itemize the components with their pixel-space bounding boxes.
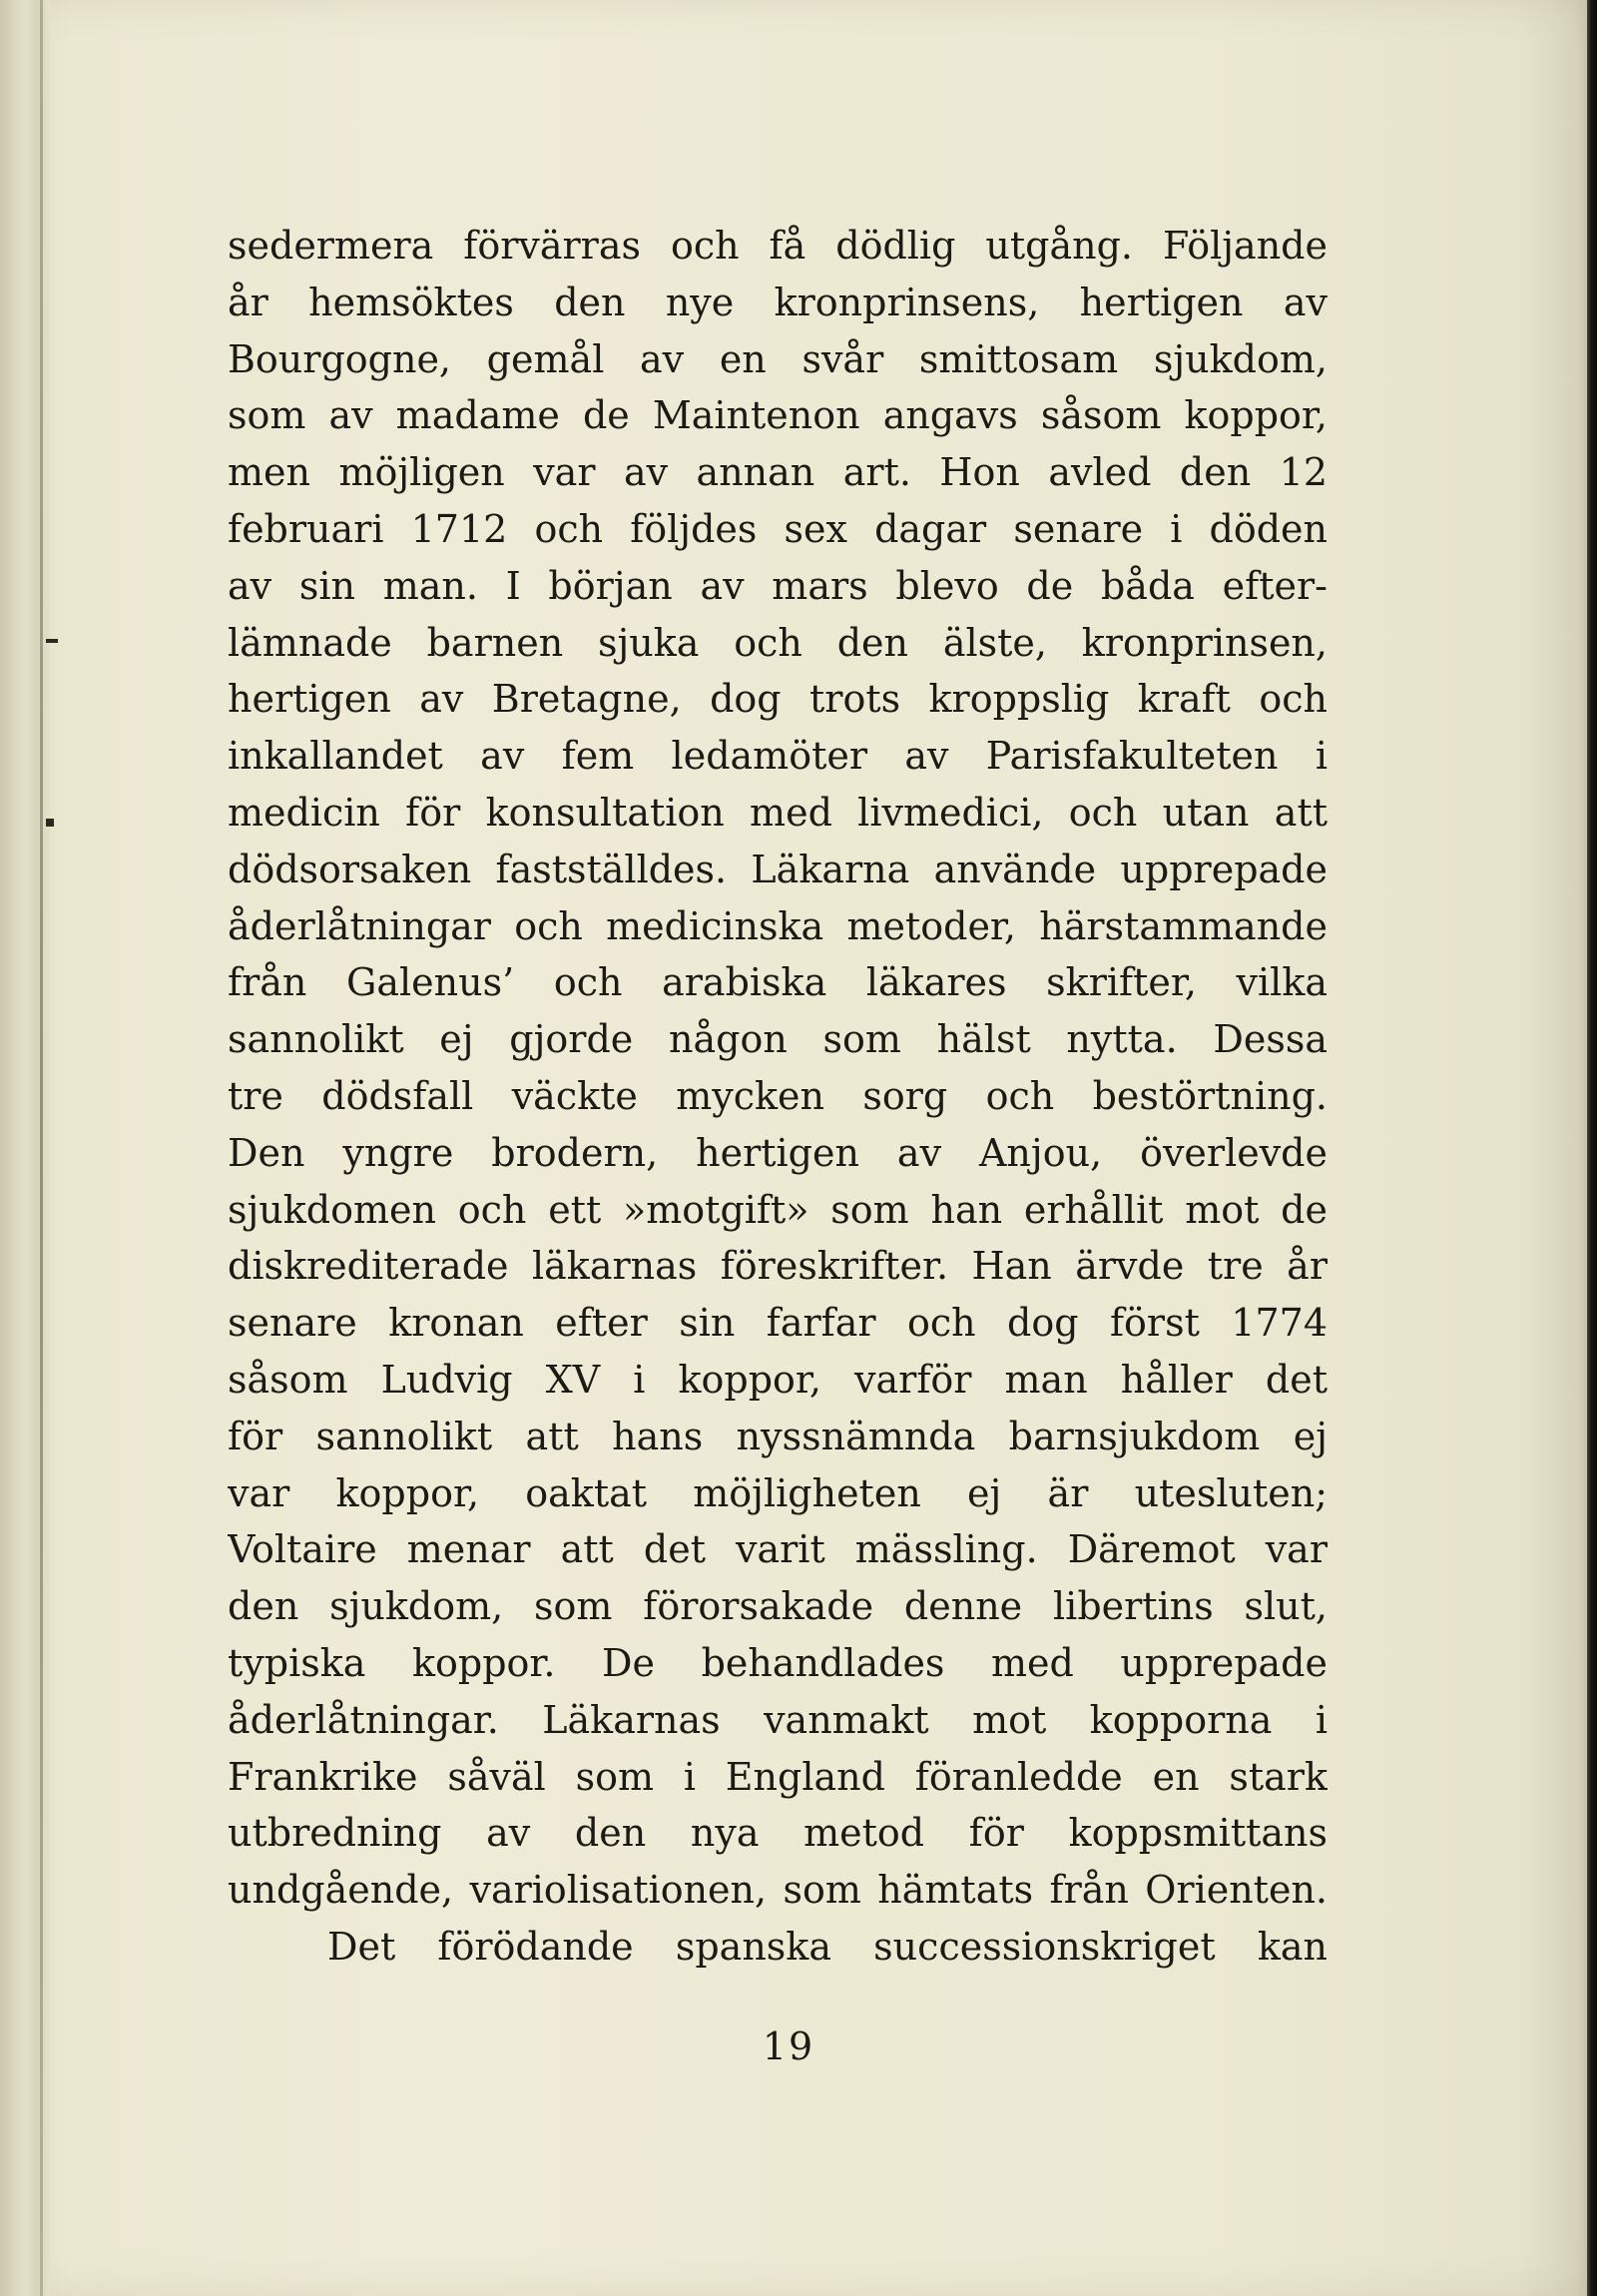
text-line: tre dödsfall väckte mycken sorg och bestörtning.	[228, 1073, 1328, 1118]
body-text	[228, 218, 1328, 1976]
text-line: åderlåtningar. Läkarnas vanmakt mot kopporna i	[228, 1697, 1328, 1742]
text-line: utbredning av den nya metod för koppsmittans	[228, 1811, 1328, 1856]
text-line: lämnade barnen sjuka och den älste, kronprinsen,	[228, 620, 1328, 665]
text-line: Frankrike såväl som i England föranledde en stark	[228, 1754, 1328, 1799]
text-line: Bourgogne, gemål av en svår smittosam sjukdom,	[228, 336, 1328, 381]
text-line: år hemsöktes den nye kronprinsens, hertigen av	[228, 280, 1328, 324]
text-line: undgående, variolisationen, som hämtats från Orienten.	[228, 1868, 1328, 1913]
text-line: av sin man. I början av mars blevo de båda efter-	[228, 563, 1328, 608]
text-line: medicin för konsultation med livmedici, och utan att	[228, 790, 1328, 835]
text-line: från Galenus’ och arabiska läkares skrifter, vilka	[228, 960, 1328, 1005]
text-line: Voltaire menar att det varit mässling. Däremot var	[228, 1527, 1328, 1572]
text-line: sedermera förvärras och få dödlig utgång. Följande	[228, 224, 1328, 268]
gutter-fold-line	[40, 0, 43, 2296]
page-number: 19	[762, 2024, 815, 2068]
text-line: hertigen av Bretagne, dog trots kroppslig kraft och	[228, 677, 1328, 722]
text-line: men möjligen var av annan art. Hon avled den 12	[228, 450, 1328, 495]
margin-mark	[46, 819, 54, 827]
text-line: typiska koppor. De behandlades med upprepade	[228, 1640, 1328, 1685]
text-line: var koppor, oaktat möjligheten ej är utesluten;	[228, 1470, 1328, 1515]
text-line: inkallandet av fem ledamöter av Parisfakulteten i	[228, 734, 1328, 779]
text-line: såsom Ludvig XV i koppor, varför man håller det	[228, 1357, 1328, 1402]
text-line: sannolikt ej gjorde någon som hälst nytta. Dessa	[228, 1017, 1328, 1062]
text-line: den sjukdom, som förorsakade denne libertins slut,	[228, 1584, 1328, 1629]
text-line: senare kronan efter sin farfar och dog först 1774	[228, 1301, 1328, 1346]
text-line: februari 1712 och följdes sex dagar senare i döden	[228, 506, 1328, 551]
text-line: som av madame de Maintenon angavs såsom koppor,	[228, 393, 1328, 438]
page-edge-shadow	[1587, 0, 1597, 2296]
text-line: åderlåtningar och medicinska metoder, härstammande	[228, 903, 1328, 948]
margin-mark	[46, 639, 58, 643]
text-line: dödsorsaken fastställdes. Läkarna använde upprepade	[228, 847, 1328, 891]
text-line: sjukdomen och ett »motgift» som han erhållit mot de	[228, 1187, 1328, 1232]
text-line: Den yngre brodern, hertigen av Anjou, överlevde	[228, 1130, 1328, 1175]
text-line-paragraph-start: Det förödande spanska successionskriget kan	[327, 1924, 1328, 1969]
text-line: för sannolikt att hans nyssnämnda barnsjukdom ej	[228, 1414, 1328, 1458]
text-line: diskrediterade läkarnas föreskrifter. Han ärvde tre år	[228, 1244, 1328, 1289]
